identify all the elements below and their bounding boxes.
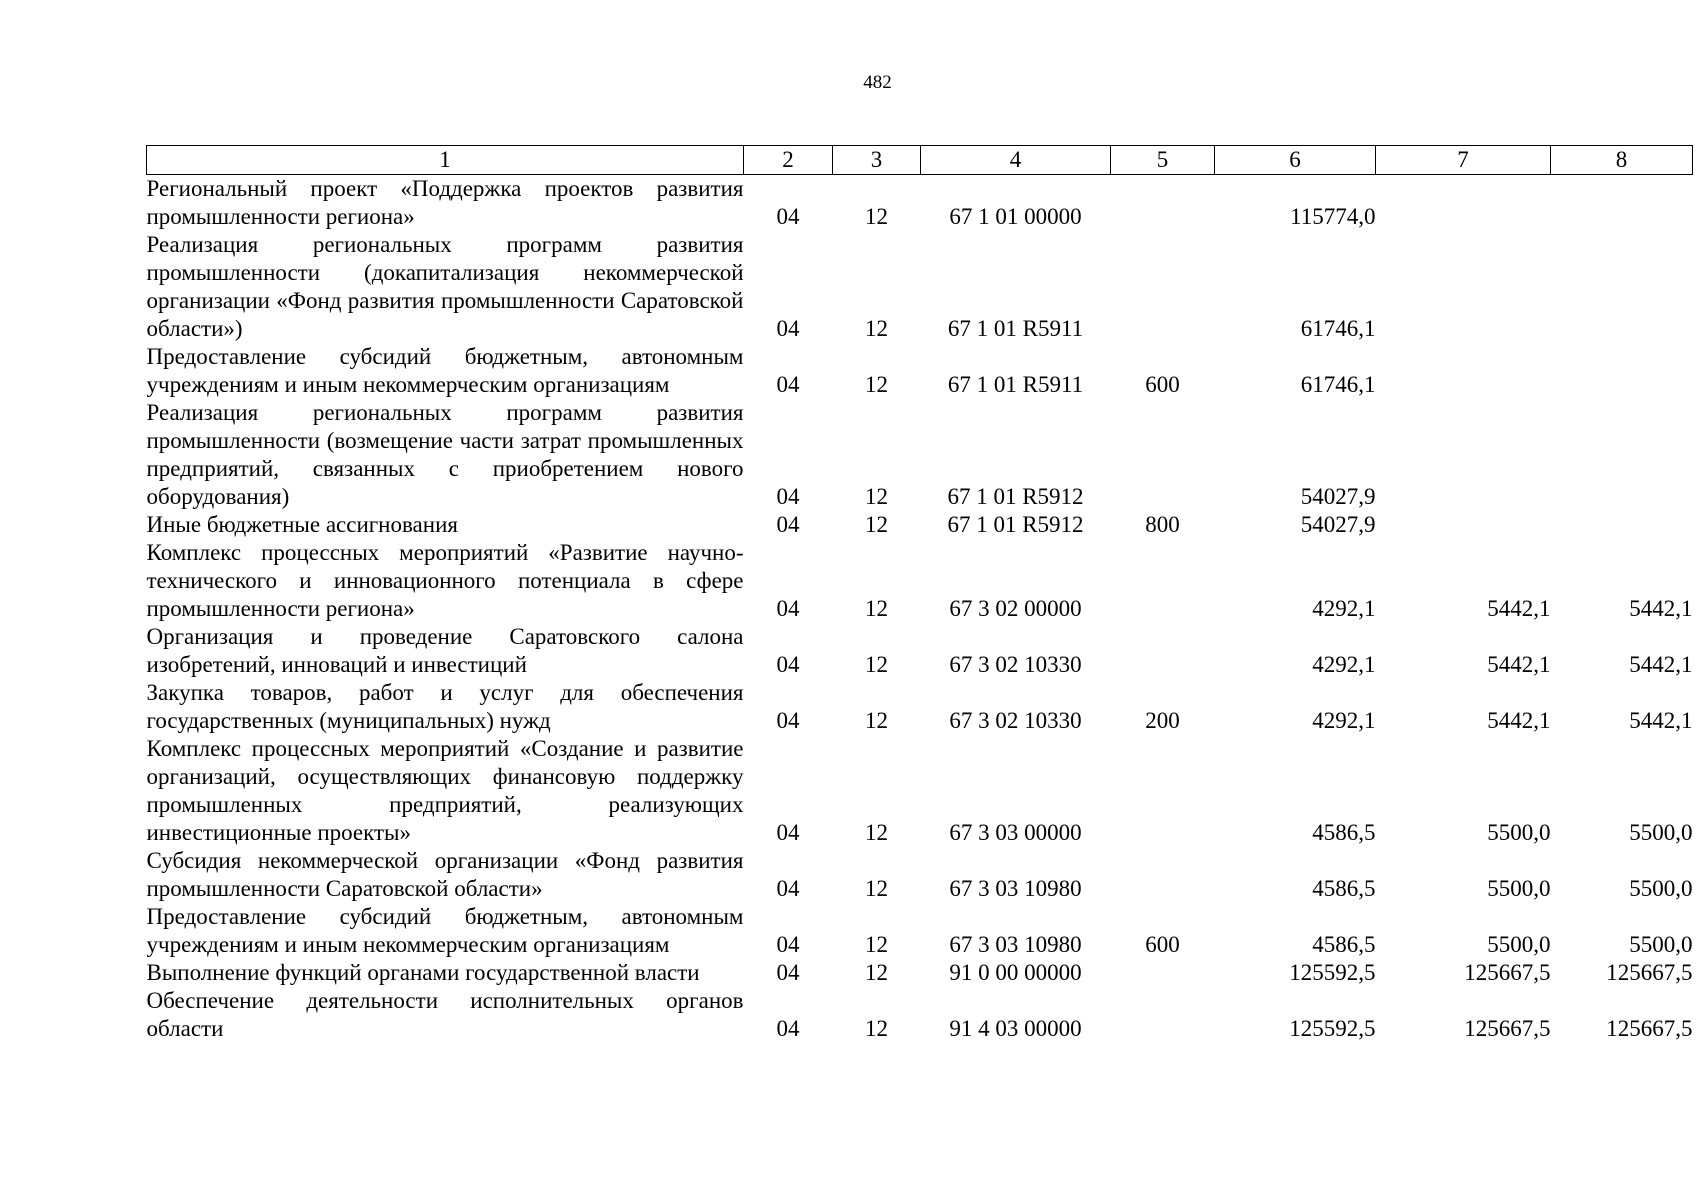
subsection-code: 12 xyxy=(865,596,888,621)
item-name: Реализация региональных программ развития промышленности (возмещение части затрат промышленных предприятий, связанных с приобретением нового оборудования) xyxy=(146,400,744,509)
section-code: 04 xyxy=(776,204,800,229)
amount-col-6: 4292,1 xyxy=(1312,708,1376,733)
subsection-code: 12 xyxy=(865,1016,888,1041)
amount-col-6: 125592,5 xyxy=(1289,960,1376,985)
item-name: Организация и проведение Саратовского салона изобретений, инноваций и инвестиций xyxy=(146,624,744,677)
amount-col-6: 54027,9 xyxy=(1300,484,1376,509)
amount-col-6: 4586,5 xyxy=(1312,876,1376,901)
subsection-code: 12 xyxy=(865,932,888,957)
item-name: Предоставление субсидий бюджетным, автономным учреждениям и иным некоммерческим организациям xyxy=(146,904,744,957)
section-code: 04 xyxy=(776,820,800,845)
table-row xyxy=(147,511,1693,539)
amount-col-7: 5500,0 xyxy=(1487,820,1551,845)
subsection-code: 12 xyxy=(865,372,888,397)
header-cell: 2 xyxy=(744,146,833,175)
table-row xyxy=(147,735,1693,847)
target-article-code: 67 3 03 10980 xyxy=(949,932,1082,957)
item-name: Комплекс процессных мероприятий «Развитие научно-технического и инновационного потенциала в сфере промышленности региона» xyxy=(146,540,744,621)
section-code: 04 xyxy=(776,316,800,341)
amount-col-8: 5500,0 xyxy=(1629,932,1693,957)
subsection-code: 12 xyxy=(865,652,888,677)
header-cell: 4 xyxy=(921,146,1111,175)
amount-col-7 xyxy=(1376,175,1551,232)
amount-col-7 xyxy=(1376,343,1551,399)
amount-col-8 xyxy=(1551,175,1693,232)
expense-type-code: 600 xyxy=(1145,372,1180,397)
amount-col-6: 4586,5 xyxy=(1312,820,1376,845)
section-code: 04 xyxy=(776,932,800,957)
header-row xyxy=(147,146,1693,175)
section-code: 04 xyxy=(776,652,800,677)
amount-col-7: 5442,1 xyxy=(1487,708,1551,733)
page-number: 482 xyxy=(863,72,892,93)
section-code: 04 xyxy=(776,484,800,509)
expense-type-code xyxy=(1111,399,1215,511)
table-row xyxy=(147,987,1693,1043)
table-row xyxy=(147,847,1693,903)
table-row xyxy=(147,623,1693,679)
expense-type-code: 800 xyxy=(1145,512,1180,537)
section-code: 04 xyxy=(776,372,800,397)
target-article-code: 67 1 01 R5912 xyxy=(947,512,1084,537)
section-code: 04 xyxy=(776,960,800,985)
header-cell: 8 xyxy=(1551,146,1693,175)
item-name: Субсидия некоммерческой организации «Фонд развития промышленности Саратовской области» xyxy=(146,848,744,901)
subsection-code: 12 xyxy=(865,316,888,341)
table-row xyxy=(147,959,1693,987)
table-row xyxy=(147,231,1693,343)
amount-col-8: 5442,1 xyxy=(1629,652,1693,677)
amount-col-8 xyxy=(1551,231,1693,343)
subsection-code: 12 xyxy=(865,708,888,733)
amount-col-7: 5442,1 xyxy=(1487,652,1551,677)
expense-type-code xyxy=(1111,735,1215,847)
target-article-code: 67 1 01 R5911 xyxy=(947,316,1084,341)
amount-col-8 xyxy=(1551,399,1693,511)
amount-col-6: 54027,9 xyxy=(1300,512,1376,537)
target-article-code: 67 1 01 R5912 xyxy=(947,484,1084,509)
amount-col-7: 5500,0 xyxy=(1487,932,1551,957)
subsection-code: 12 xyxy=(865,204,888,229)
item-name: Реализация региональных программ развития промышленности (докапитализация некоммерческой организации «Фонд развития промышленности Саратовской области») xyxy=(146,232,744,341)
amount-col-7 xyxy=(1376,511,1551,539)
amount-col-8 xyxy=(1551,343,1693,399)
expense-type-code xyxy=(1111,987,1215,1043)
amount-col-6: 4586,5 xyxy=(1312,932,1376,957)
expense-type-code xyxy=(1111,959,1215,987)
amount-col-6: 61746,1 xyxy=(1300,372,1376,397)
header-cell: 6 xyxy=(1215,146,1376,175)
table-row xyxy=(147,903,1693,959)
table-row xyxy=(147,539,1693,623)
section-code: 04 xyxy=(776,512,800,537)
amount-col-7 xyxy=(1376,399,1551,511)
expense-type-code: 200 xyxy=(1145,708,1180,733)
target-article-code: 67 3 02 00000 xyxy=(949,596,1082,621)
amount-col-6: 4292,1 xyxy=(1312,652,1376,677)
amount-col-8 xyxy=(1551,511,1693,539)
amount-col-8: 5500,0 xyxy=(1629,876,1693,901)
header-cell: 1 xyxy=(147,146,744,175)
expense-type-code xyxy=(1111,231,1215,343)
item-name: Выполнение функций органами государственной власти xyxy=(146,960,700,985)
subsection-code: 12 xyxy=(865,820,888,845)
expense-type-code: 600 xyxy=(1145,932,1180,957)
item-name: Предоставление субсидий бюджетным, автономным учреждениям и иным некоммерческим организациям xyxy=(146,344,744,397)
amount-col-8: 125667,5 xyxy=(1606,1016,1693,1041)
amount-col-8: 5500,0 xyxy=(1629,820,1693,845)
target-article-code: 67 1 01 R5911 xyxy=(947,372,1084,397)
amount-col-6: 4292,1 xyxy=(1312,596,1376,621)
amount-col-6: 61746,1 xyxy=(1300,316,1376,341)
item-name: Региональный проект «Поддержка проектов развития промышленности региона» xyxy=(146,176,744,229)
target-article-code: 91 4 03 00000 xyxy=(949,1016,1082,1041)
item-name: Обеспечение деятельности исполнительных органов области xyxy=(146,988,744,1041)
table-row xyxy=(147,343,1693,399)
amount-col-7: 5442,1 xyxy=(1487,596,1551,621)
section-code: 04 xyxy=(776,596,800,621)
header-cell: 7 xyxy=(1376,146,1551,175)
table-row xyxy=(147,679,1693,735)
target-article-code: 67 3 03 10980 xyxy=(949,876,1082,901)
subsection-code: 12 xyxy=(865,960,888,985)
amount-col-7: 125667,5 xyxy=(1464,960,1551,985)
subsection-code: 12 xyxy=(865,876,888,901)
expense-type-code xyxy=(1111,623,1215,679)
target-article-code: 67 3 02 10330 xyxy=(949,652,1082,677)
table-row xyxy=(147,399,1693,511)
subsection-code: 12 xyxy=(865,484,888,509)
section-code: 04 xyxy=(776,1016,800,1041)
amount-col-6: 115774,0 xyxy=(1290,204,1376,229)
amount-col-8: 5442,1 xyxy=(1629,708,1693,733)
target-article-code: 67 3 03 00000 xyxy=(949,820,1082,845)
subsection-code: 12 xyxy=(865,512,888,537)
item-name: Иные бюджетные ассигнования xyxy=(146,512,458,537)
target-article-code: 91 0 00 00000 xyxy=(949,960,1082,985)
item-name: Комплекс процессных мероприятий «Создание и развитие организаций, осуществляющих финансовую поддержку промышленных предприятий, реализующих инвестиционные проекты» xyxy=(146,736,744,845)
section-code: 04 xyxy=(776,876,800,901)
amount-col-8: 125667,5 xyxy=(1606,960,1693,985)
expense-type-code xyxy=(1111,175,1215,232)
section-code: 04 xyxy=(776,708,800,733)
amount-col-7: 125667,5 xyxy=(1464,1016,1551,1041)
amount-col-7 xyxy=(1376,231,1551,343)
expense-type-code xyxy=(1111,539,1215,623)
header-cell: 3 xyxy=(833,146,921,175)
amount-col-7: 5500,0 xyxy=(1487,876,1551,901)
header-cell: 5 xyxy=(1111,146,1215,175)
item-name: Закупка товаров, работ и услуг для обеспечения государственных (муниципальных) нужд xyxy=(146,680,744,733)
amount-col-8: 5442,1 xyxy=(1629,596,1693,621)
target-article-code: 67 3 02 10330 xyxy=(949,708,1082,733)
expense-type-code xyxy=(1111,847,1215,903)
table-row xyxy=(147,175,1693,232)
target-article-code: 67 1 01 00000 xyxy=(949,204,1082,229)
budget-table xyxy=(146,145,1693,1043)
amount-col-6: 125592,5 xyxy=(1289,1016,1376,1041)
